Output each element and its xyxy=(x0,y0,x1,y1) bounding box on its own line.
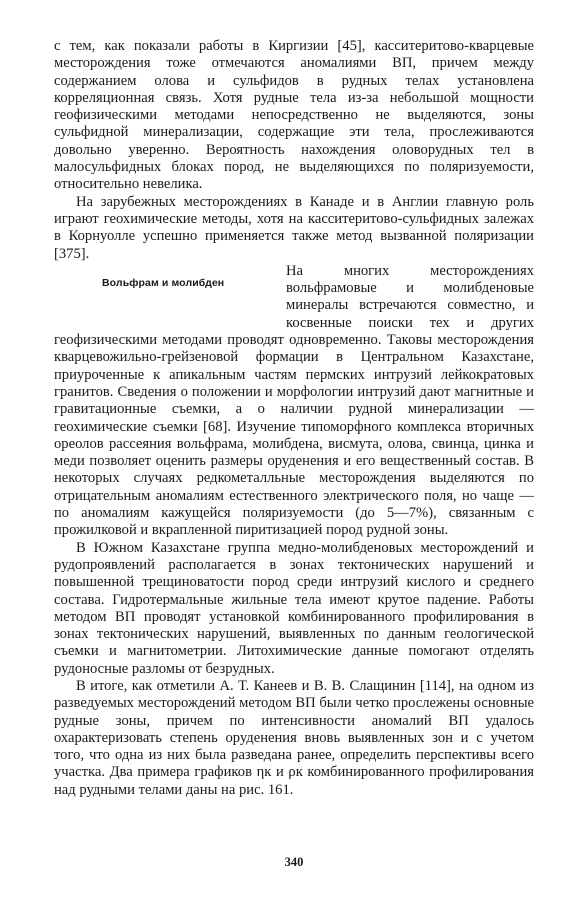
page-body xyxy=(54,38,534,799)
paragraph-1: с тем, как показали работы в Киргизии [45], касситеритово-кварцевые месторождения тоже отмечаются аномалиями ВП, причем между содержанием олова и сульфидов в рудных телах установлена корреляционная связь. Хотя рудные тела из-за небольшой мощности геофизическими методами непосредственно не выделяются, зоны сульфидной минерализации, содержащие эти тела, прослеживаются довольно уверенно. Вероятность нахождения оловорудных тел в малосульфидных блоках пород, не выделяющихся по поляризуемости, относительно невелика. xyxy=(54,38,534,193)
paragraph-3: На многих месторождениях вольфрамовые и молибденовые минералы встречаются совместно, и косвенные поиски тех и других геофизическими методами проводят одновременно. Таковы месторождения кварцевожильно-грейзеновой формации в Центральном Казахстане, приуроченные к апикальным частям пермских интрузий лейкократовых гранитов. Сведения о положении и морфологии интрузий дают магнитные и гравитационные съемки, а о наличии рудной минерализации — геохимические съемки [68]. Изучение типоморфного комплекса вторичных ореолов рассеяния вольфрама, молибдена, висмута, олова, свинца, цинка и меди позволяет оценить размеры оруденения и его вещественный состав. В некоторых случаях редкометалльные месторождения выделяются по отрицательным аномалиям естественного электрического поля, но чаще — по аномалиям кажущейся поляризуемости (до 5—7%), связанным с прожилковой и вкрапленной пиритизацией пород рудной зоны. xyxy=(54,262,534,539)
paragraph-4: В Южном Казахстане группа медно-молибденовых месторождений и рудопроявлений располагается в зонах тектонических нарушений и повышенной трещиноватости пород среди интрузий кислого и среднего состава. Гидротермальные жильные тела имеют крутое падение. Работы методом ВП проводят установкой комбинированного профилирования в зонах тектонических нарушений, выявленных по данным геологической съемки и магнитометрии. Литохимические данные помогают отделять рудоносные разломы от безрудных. xyxy=(54,539,534,677)
section-heading-box xyxy=(54,263,276,315)
paragraph-2: На зарубежных месторождениях в Канаде и в Англии главную роль играют геохимические методы, хотя на касситеритово-сульфидных залежах в Корнуолле успешно применяется также метод вызванной поляризации [375]. xyxy=(54,193,534,262)
page-number: 340 xyxy=(284,855,304,869)
paragraph-5: В итоге, как отметили А. Т. Канеев и В. В. Слащинин [114], на одном из разведуемых месторождений методом ВП были четко прослежены основные рудные зоны, причем по интенсивности аномалий ВП удалось охарактеризовать степень оруденения вновь выявленных зон и с учетом того, что одна из них была разведана ранее, определить перспективы всего участка. Два примера графиков ηк и ρк комбинированного профилирования над рудными телами даны на рис. 161. xyxy=(54,677,534,798)
section-heading: Вольфрам и молибден xyxy=(102,276,225,289)
